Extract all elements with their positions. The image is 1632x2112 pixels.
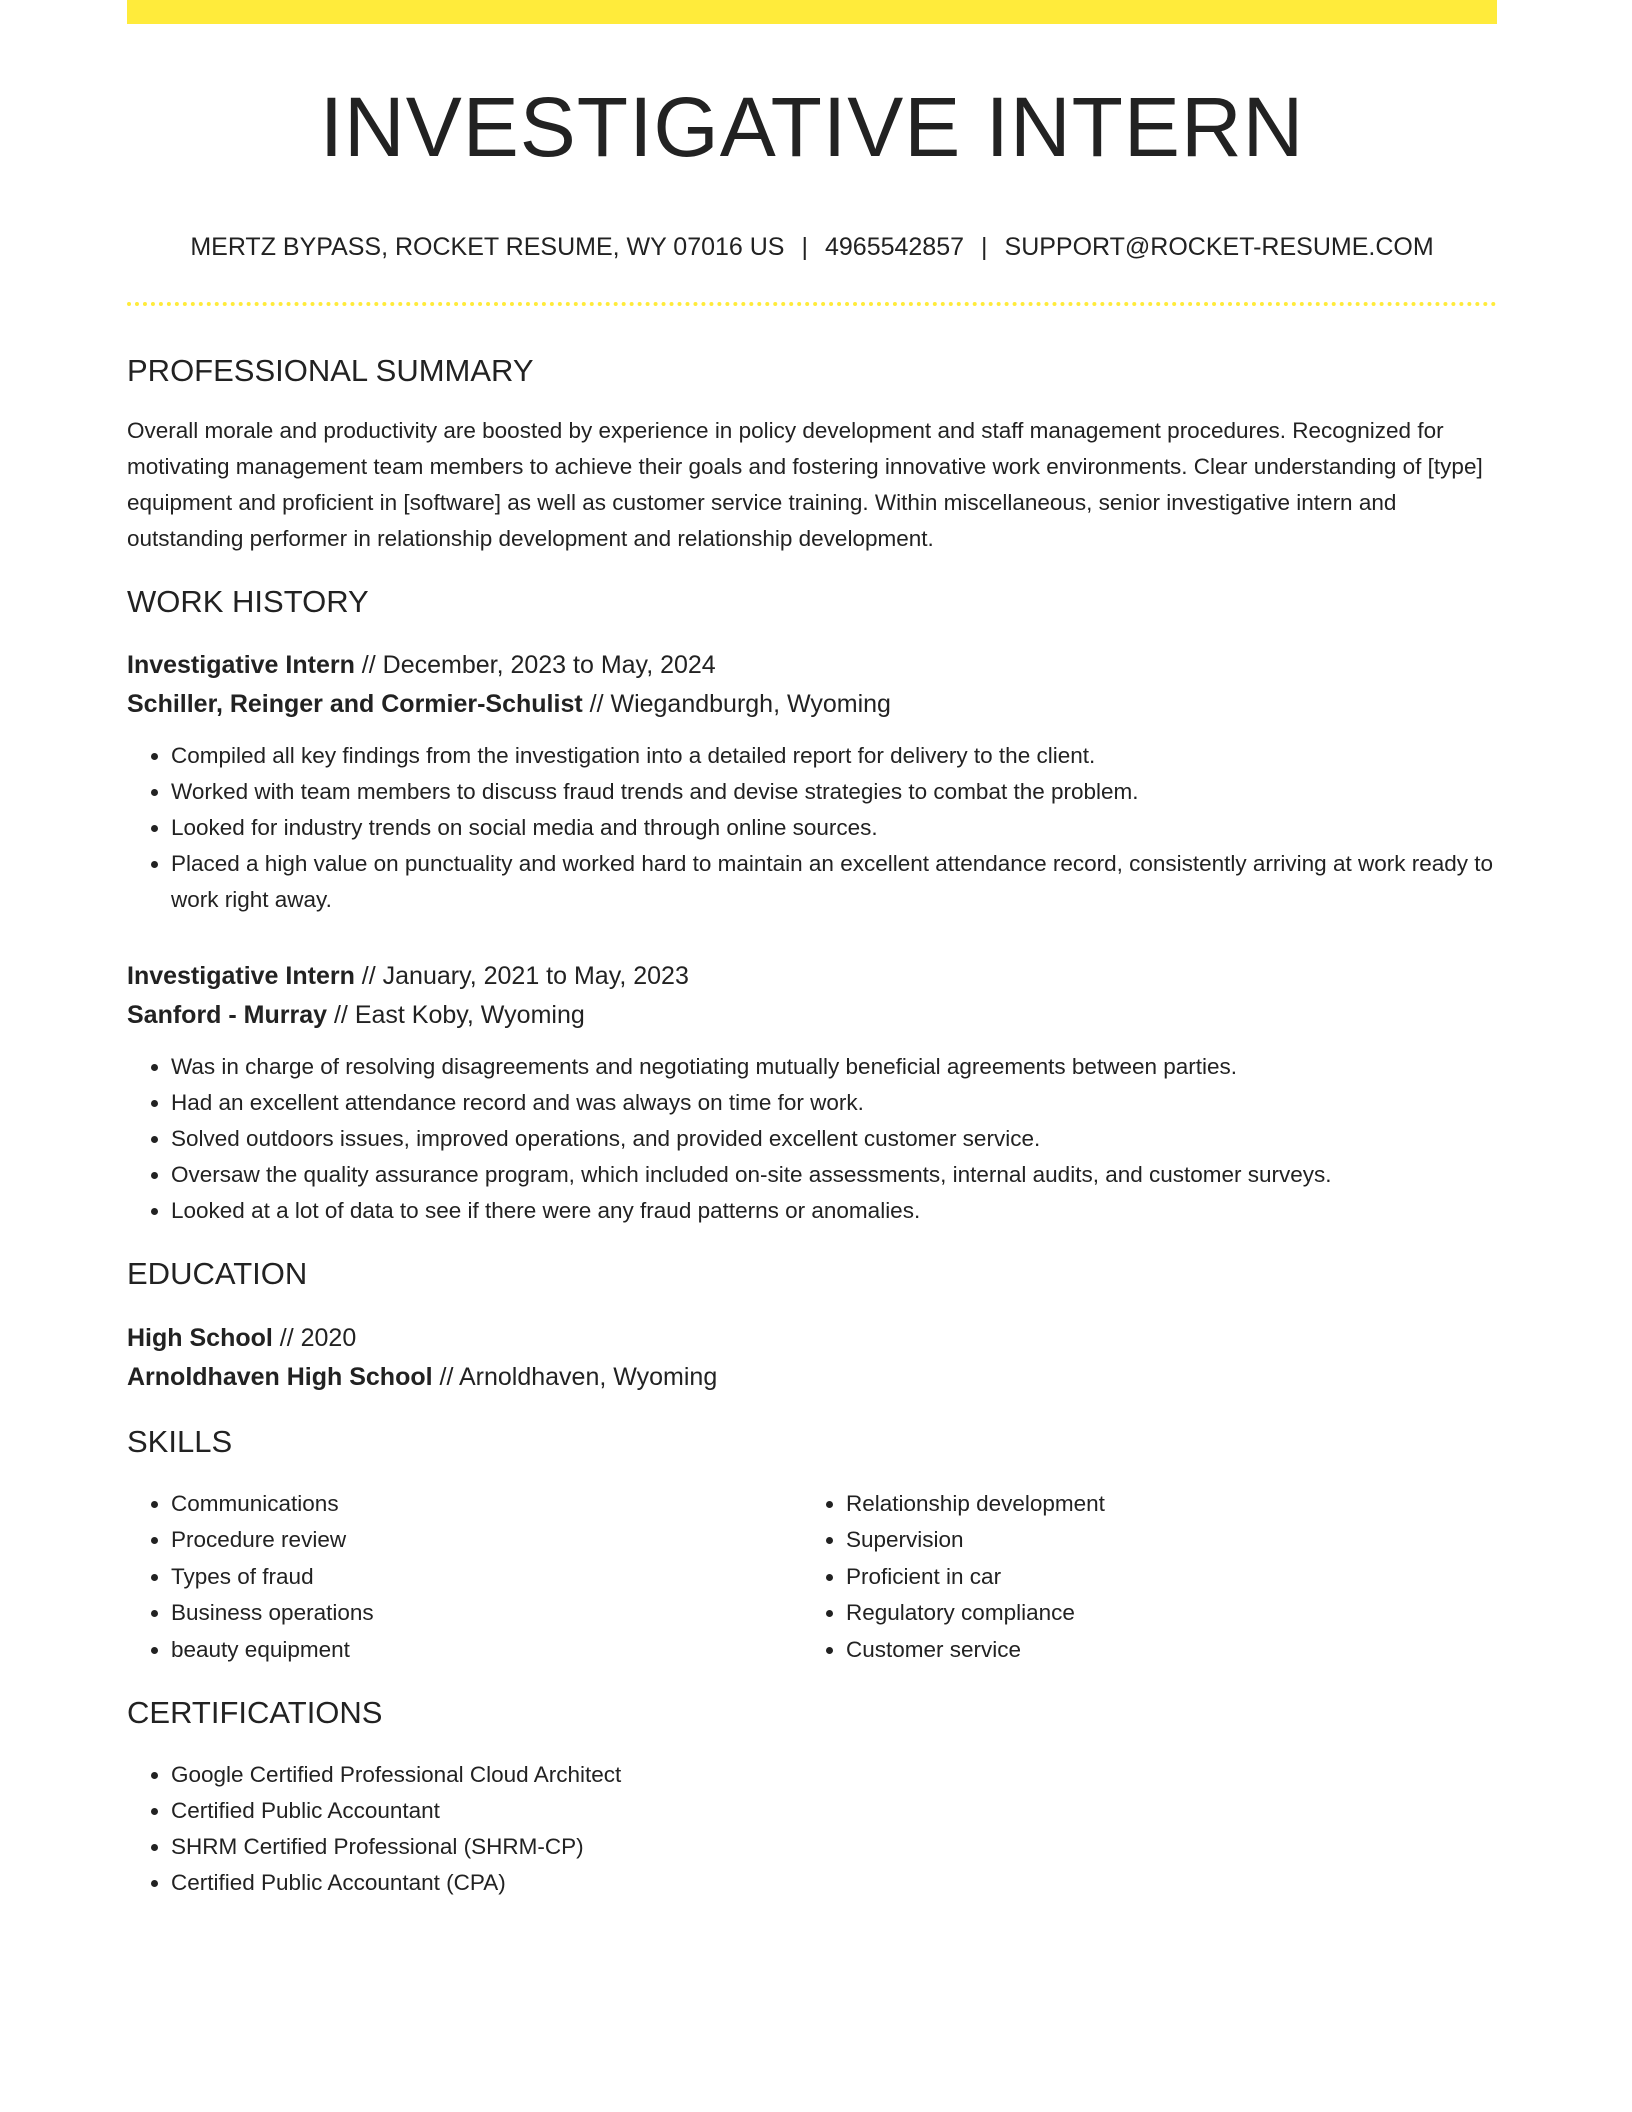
certifications-list <box>127 1757 1497 1901</box>
skill-item: • Customer service <box>846 1632 1477 1669</box>
education-location: // Arnoldhaven, Wyoming <box>432 1362 718 1391</box>
dotted-divider <box>127 302 1497 306</box>
job-role: Investigative Intern <box>127 651 355 680</box>
education-degree: High School <box>127 1323 273 1352</box>
certification-item: • Google Certified Professional Cloud Architect <box>171 1757 1497 1793</box>
job-bullet: • Looked at a lot of data to see if there were any fraud patterns or anomalies. <box>171 1193 1497 1229</box>
contact-separator: | <box>981 233 988 261</box>
accent-bar <box>127 0 1497 24</box>
job-bullet: • Solved outdoors issues, improved operations, and provided excellent customer service. <box>171 1121 1497 1157</box>
resume-page <box>127 0 1497 1901</box>
job-dates: // January, 2021 to May, 2023 <box>354 962 689 991</box>
contact-address: MERTZ BYPASS, ROCKET RESUME, WY 07016 US <box>190 233 785 261</box>
education-year: // 2020 <box>272 1323 357 1352</box>
skill-item: • Relationship development <box>846 1486 1477 1523</box>
job-bullet: • Worked with team members to discuss fraud trends and devise strategies to combat the problem. <box>171 774 1497 810</box>
contact-separator: | <box>801 233 808 261</box>
job-company: Sanford - Murray <box>127 1001 328 1030</box>
skills-heading: SKILLS <box>127 1423 233 1459</box>
job-bullet: • Placed a high value on punctuality and worked hard to maintain an excellent attendance record, consistently arriving at work ready to work right away. <box>171 846 1497 918</box>
job-bullets <box>127 738 1497 918</box>
job-bullet: • Had an excellent attendance record and was always on time for work. <box>171 1085 1497 1121</box>
skill-item: • Types of fraud <box>171 1559 802 1596</box>
job-title-line <box>127 646 1497 685</box>
certifications-heading: CERTIFICATIONS <box>127 1695 383 1731</box>
certification-item: • Certified Public Accountant (CPA) <box>171 1865 1497 1901</box>
skills-left-column <box>127 1486 802 1669</box>
job-bullet: • Was in charge of resolving disagreements and negotiating mutually beneficial agreements between parties. <box>171 1049 1497 1085</box>
contact-line <box>127 232 1497 262</box>
education-degree-line <box>127 1319 1497 1358</box>
certification-item: • SHRM Certified Professional (SHRM-CP) <box>171 1829 1497 1865</box>
skill-item: • beauty equipment <box>171 1632 802 1669</box>
job-entry <box>127 646 1497 918</box>
job-title-line <box>127 957 1497 996</box>
job-bullets <box>127 1049 1497 1229</box>
skill-item: • Communications <box>171 1486 802 1523</box>
job-entry <box>127 957 1497 1229</box>
resume-name: INVESTIGATIVE INTERN <box>319 80 1305 174</box>
skills-grid <box>127 1486 1497 1669</box>
job-company-line <box>127 685 1497 724</box>
job-dates: // December, 2023 to May, 2024 <box>354 651 716 680</box>
skill-item: • Regulatory compliance <box>846 1595 1477 1632</box>
contact-email: SUPPORT@ROCKET-RESUME.COM <box>1004 233 1434 261</box>
job-company-line <box>127 996 1497 1035</box>
job-bullet: • Compiled all key findings from the investigation into a detailed report for delivery to the client. <box>171 738 1497 774</box>
certification-item: • Certified Public Accountant <box>171 1793 1497 1829</box>
skill-item: • Proficient in car <box>846 1559 1477 1596</box>
summary-heading: PROFESSIONAL SUMMARY <box>127 353 534 388</box>
education-school: Arnoldhaven High School <box>127 1362 433 1391</box>
education-school-line <box>127 1358 1497 1397</box>
summary-text: Overall morale and productivity are boosted by experience in policy development and staff management procedures. Recognized for motivating management team members to achieve their goals and fostering innovative work environments. Clear understanding of [type] equipment and proficient in [software] as well as customer service training. Within miscellaneous, senior investigative intern and outstanding performer in relationship development and relationship development. <box>127 418 1483 552</box>
contact-phone: 4965542857 <box>824 233 965 261</box>
skill-item: • Procedure review <box>171 1522 802 1559</box>
job-bullet: • Oversaw the quality assurance program, which included on-site assessments, internal audits, and customer surveys. <box>171 1157 1497 1193</box>
job-bullet: • Looked for industry trends on social media and through online sources. <box>171 810 1497 846</box>
education-heading: EDUCATION <box>127 1256 308 1292</box>
job-company: Schiller, Reinger and Cormier-Schulist <box>127 690 583 719</box>
job-location: // Wiegandburgh, Wyoming <box>582 690 891 719</box>
education-entry <box>127 1319 1497 1397</box>
job-role: Investigative Intern <box>127 962 355 991</box>
job-location: // East Koby, Wyoming <box>327 1001 585 1030</box>
skill-item: • Supervision <box>846 1522 1477 1559</box>
skills-right-column <box>802 1486 1477 1669</box>
skill-item: • Business operations <box>171 1595 802 1632</box>
work-history-heading: WORK HISTORY <box>127 584 369 620</box>
